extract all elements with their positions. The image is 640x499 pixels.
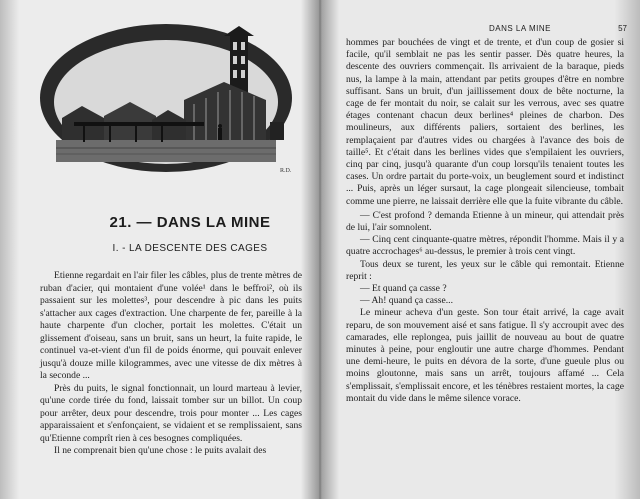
page-number: 57 (618, 24, 627, 33)
paragraph: Il ne comprenait bien qu'une chose : le puits avalait des (54, 445, 267, 456)
right-page (320, 0, 640, 499)
chapter-title: 21. — DANS LA MINE (109, 214, 271, 231)
illustration-initials: R.D. (280, 168, 292, 174)
right-body-text (346, 37, 624, 405)
paragraph: — Cinq cent cinquante-quatre mètres, répondit l'homme. Mais il y a quatre accrochages⁶ au-dessus, le premier à trois cent vingt. (346, 234, 624, 258)
paragraph: Près du puits, le signal fonctionnait, un lourd marteau à levier, qu'une corde tirée du fond, laissait tomber sur un billot. Un coup pour arrêter, deux pour descendre, trois pour monter ... Les cages apparaissaient et s'enfonçaient, se vidaient et se remplissaient, sans qu'Etienne comprît rien à ces besognes compliquées. (40, 382, 302, 444)
mine-illustration (34, 22, 298, 180)
paragraph: — Ah! quand ça casse... (360, 295, 453, 307)
paragraph: hommes par bouchées de vingt et de trente, et d'un coup de gosier si facile, qu'il semblait ne pas les sentir passer. Dès quatre heures, la descente des ouvriers commençait. Ils arrivaient de la baraque, pieds nus, la lampe à la main, attendant par petits groupes d'être en nombre suffisant. Sans un bruit, d'un jaillissement doux de bête nocturne, la cage de fer montait du noir, se calait sur les verrous, avec ses quatre étages contenant chacun deux berlines⁴ pleines de charbon. Des moulineurs, aux différents paliers, sortaient des berlines, les remplaçaient par d'autres vides ou chargées à l'avance des bois de taille⁵. Et c'était dans les berlines vides que s'empilaient les ouvriers, cinq par cinq, jusqu'à quarante d'un coup lorsqu'ils tenaient toutes les cases. Un ordre partait du porte-voix, un beuglement sourd et indistinct ... Puis, après un léger sursaut, la cage plongeait silencieuse, tombait comme une pierre, ne laissait derrière elle que la fuite vibrante du câble. (346, 37, 624, 207)
paragraph: — C'est profond ? demanda Etienne à un mineur, qui attendait près de lui, l'air somnolent. (346, 209, 624, 234)
section-title: I. - LA DESCENTE DES CAGES (112, 243, 268, 254)
paragraph: — Et quand ça casse ? (360, 283, 447, 295)
left-body-text (40, 270, 302, 458)
paragraph: Etienne regardait en l'air filer les câbles, plus de trente mètres de ruban d'acier, qui montaient d'une volée¹ dans le beffroi², où ils passaient sur les molettes³, pour descendre à pic dans les puits s'attacher aux cages d'extraction. Une charpente de fer, pareille à la haute charpente d'un clocher, portait les molettes. C'était un glissement d'oiseau, sans un bruit, sans un heurt, la fuite rapide, le continuel va-et-vient d'un fil de poids énorme, qui pouvait enlever jusqu'à douze mille kilogrammes, avec une vitesse de dix mètres à la seconde ... (40, 270, 302, 381)
paragraph: Le mineur acheva d'un geste. Son tour était arrivé, la cage avait reparu, de son mouvement aisé et sans fatigue. Il s'y accroupit avec des camarades, elle replongea, puis jaillit de nouveau au bout de quatre minutes à peine, pour engloutir une autre charge d'hommes. Pendant une demi-heure, le puits en dévora de la sorte, d'une gueule plus ou moins gloutonne, mais sans un arrêt, toujours affamé ... Cela s'emplissait, s'emplissait encore, et les ténèbres restaient mortes, la cage montait du vide dans le même silence vorace. (346, 307, 624, 404)
paragraph: Tous deux se turent, les yeux sur le câble qui remontait. Etienne reprit : (346, 258, 624, 282)
running-header: DANS LA MINE (488, 24, 551, 33)
